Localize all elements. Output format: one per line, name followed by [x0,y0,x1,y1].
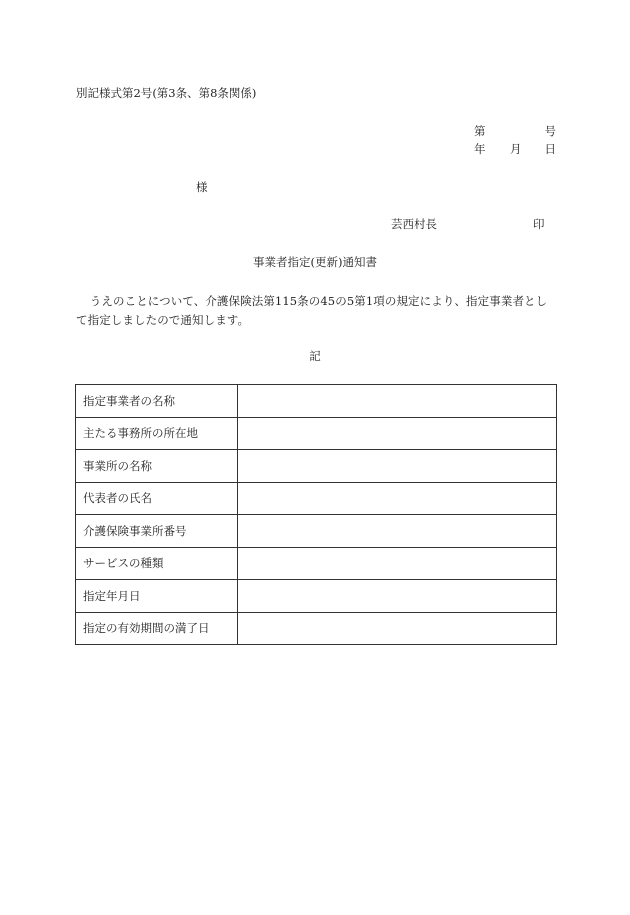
details-table [75,384,557,645]
row-label: 代表者の氏名 [76,482,238,515]
row-label: 指定年月日 [76,580,238,613]
row-value [238,580,557,613]
table-row [76,515,557,548]
row-value [238,450,557,483]
row-label: 事業所の名称 [76,450,238,483]
table-row [76,547,557,580]
date-month: 月 [510,142,522,156]
row-value [238,417,557,450]
table-row [76,612,557,645]
form-label: 別記様式第2号(第3条、第8条関係) [76,86,257,100]
row-value [238,515,557,548]
issuer-name: 芸西村長 [391,217,437,231]
seal-mark: 印 [533,217,545,231]
ki-heading: 記 [309,349,321,363]
table-row [76,450,557,483]
number-prefix: 第 [474,124,486,138]
row-label: 指定事業者の名称 [76,385,238,418]
row-label: サービスの種類 [76,547,238,580]
table-row [76,417,557,450]
body-paragraph: うえのことについて、介護保険法第115条の45の5第1項の規定により、指定事業者として指定しましたので通知します。 [76,294,548,327]
row-value [238,612,557,645]
date-day: 日 [544,142,556,156]
row-value [238,547,557,580]
document-title: 事業者指定(更新)通知書 [253,255,377,269]
row-label: 主たる事務所の所在地 [76,417,238,450]
row-label: 指定の有効期間の満了日 [76,612,238,645]
date-year: 年 [474,142,486,156]
table-row [76,385,557,418]
number-suffix: 号 [544,124,556,138]
table-row [76,580,557,613]
row-value [238,385,557,418]
addressee-suffix: 様 [196,180,208,194]
row-value [238,482,557,515]
row-label: 介護保険事業所番号 [76,515,238,548]
table-row [76,482,557,515]
